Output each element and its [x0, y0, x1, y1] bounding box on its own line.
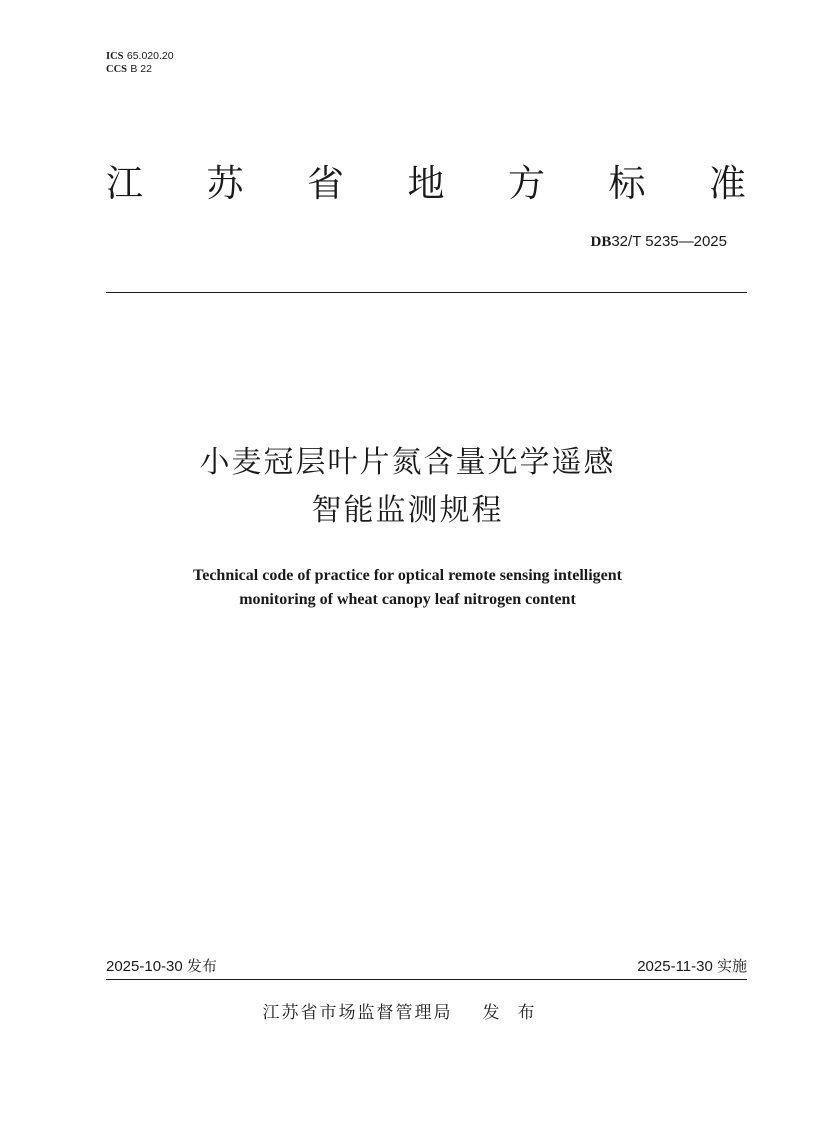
ccs-code — [106, 63, 152, 76]
title-cn-line1: 小麦冠层叶片氮含量光学遥感 — [199, 445, 616, 480]
publisher-action: 发布 — [482, 1003, 553, 1023]
title-en-line1: Technical code of practice for optical remote sensing intelligent — [193, 567, 622, 584]
standard-type-char: 省 — [307, 162, 344, 205]
footer-divider — [106, 979, 747, 980]
standard-type-char: 方 — [508, 162, 545, 205]
publisher — [0, 1001, 815, 1025]
standard-type-char: 地 — [407, 162, 445, 205]
standard-type-char: 苏 — [206, 162, 244, 205]
standard-type-heading — [106, 160, 746, 208]
ics-code — [106, 50, 174, 63]
standard-type-char: 江 — [106, 162, 143, 205]
issue-date: 2025-10-30 发布 — [106, 958, 217, 975]
standard-type-char: 标 — [608, 162, 646, 205]
standard-number — [591, 231, 728, 252]
ics-label: ICS — [106, 51, 124, 62]
standard-number-prefix: DB — [590, 234, 612, 250]
publisher-org: 江苏省市场监督管理局 — [262, 1003, 453, 1023]
title-cn-line2: 智能监测规程 — [311, 493, 504, 528]
standard-number-rest: 32/T 5235—2025 — [611, 233, 727, 250]
ccs-value: B 22 — [130, 63, 152, 75]
ccs-label: CCS — [106, 64, 128, 75]
ics-value: 65.020.20 — [126, 50, 174, 62]
header-divider — [106, 292, 747, 293]
title-en-line2: monitoring of wheat canopy leaf nitrogen content — [239, 591, 576, 608]
standard-type-char: 准 — [709, 162, 746, 205]
implementation-date: 2025-11-30 实施 — [637, 958, 747, 975]
